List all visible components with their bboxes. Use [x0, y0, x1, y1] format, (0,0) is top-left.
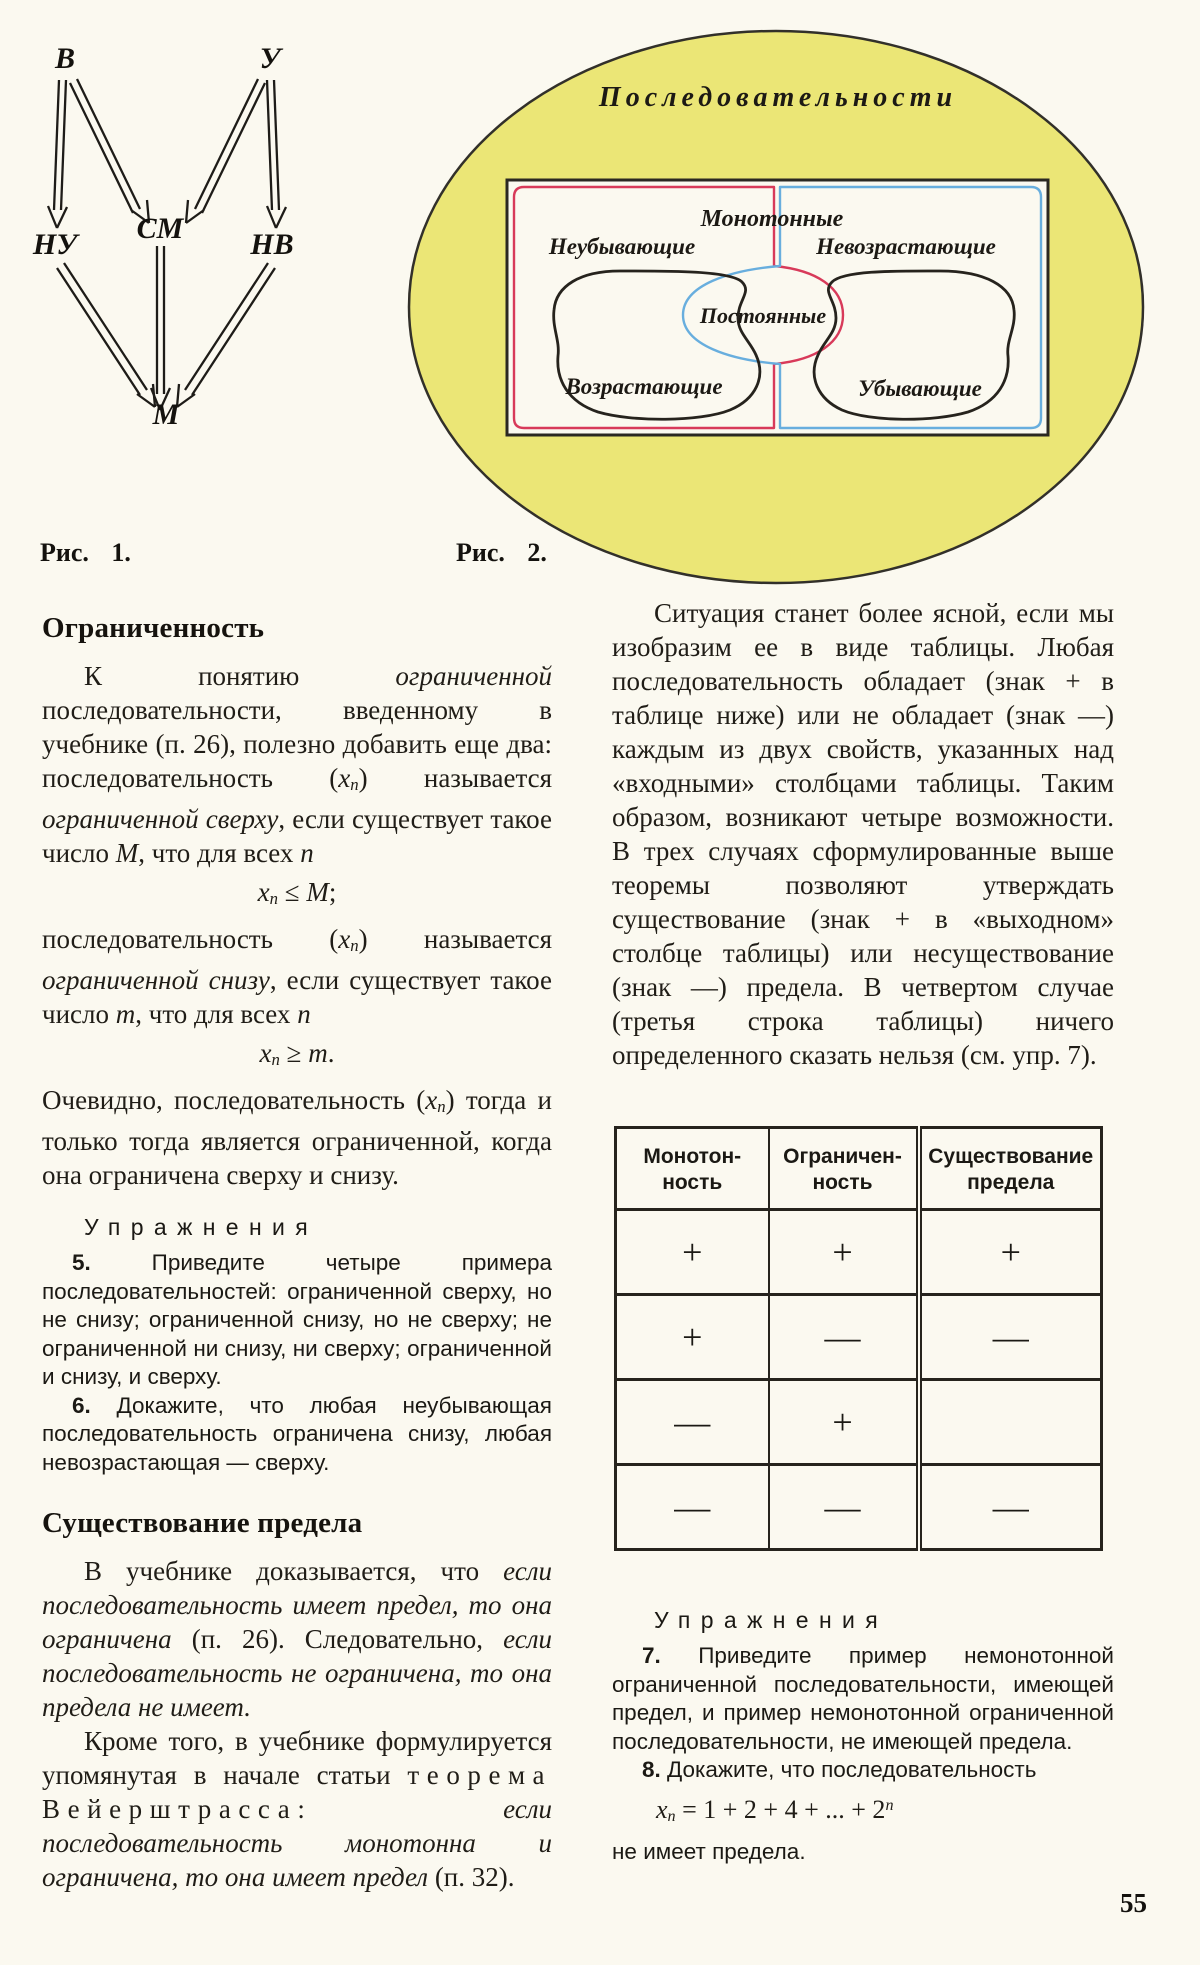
header-line: предела — [967, 1170, 1055, 1194]
formula-upper-bound: xn ≤ M; — [257, 877, 337, 908]
header-line: Ограничен- — [783, 1145, 902, 1168]
paragraph: Кроме того, в учебнике формулируется упомянутая в начале статьи теорема Вейерштрасса: если последовательность монотонна и ограничена, то она имеет предел (п. 32). — [42, 1726, 552, 1892]
fig1-node-v: В — [54, 42, 76, 75]
monotonicity-boundedness-limit-table — [614, 1126, 1103, 1551]
fig1-node-m: М — [152, 398, 180, 431]
label-constant: Постоянные — [699, 303, 827, 328]
figure-1-diagram — [28, 28, 343, 498]
header-line: Существование — [928, 1145, 1094, 1168]
table-cell: + — [769, 1210, 919, 1295]
exercises-heading: Упражнения — [84, 1214, 318, 1240]
exercises-heading: Упражнения — [654, 1607, 888, 1634]
table-cell: + — [919, 1210, 1102, 1295]
exercise-6: 6. Докажите, что любая неубывающая последовательность ограничена снизу, любая невозрастающая — сверху. — [42, 1392, 552, 1475]
label-monotone: Монотонные — [700, 206, 844, 232]
fig1-node-sm: СМ — [136, 212, 184, 245]
header-line: ность — [812, 1170, 873, 1194]
table-row — [616, 1380, 1102, 1465]
section-heading-boundedness: Ограниченность — [42, 612, 265, 644]
paragraph: В учебнике доказывается, что если последовательность имеет предел, то она ограничена (п. 26). Следовательно, если последовательность не ограничена, то она предела не имеет. — [42, 1556, 552, 1722]
table-cell: — — [919, 1465, 1102, 1550]
col-header-monotonicity — [616, 1128, 769, 1210]
table-row — [616, 1465, 1102, 1550]
header-line: ность — [662, 1170, 723, 1194]
paragraph: Ситуация станет более ясной, если мы изобразим ее в виде таблицы. Любая последовательность обладает (знак + в таблице ниже) или не обладает (знак —) каждым из двух свойств, указанных над «входными» столбцами таблицы. Таким образом, возникают четыре возможности. В трех случаях сформулированные выше теоремы позволяют утверждать существование (знак + в «выходном» столбце таблицы) или несуществование (знак —) предела. В четвертом случае (третья строка таблицы) ничего определенного сказать нельзя (см. упр. 7). — [612, 598, 1114, 1070]
table-cell: — — [616, 1380, 769, 1465]
exercise-7: 7. Приведите пример немонотонной ограниченной последовательности, имеющей предел, и пример немонотонной ограниченной последовательности, не имеющей предела. — [612, 1643, 1114, 1754]
formula-lower-bound: xn ≥ m. — [259, 1038, 335, 1069]
col-header-boundedness — [769, 1128, 919, 1210]
table-header-row — [616, 1128, 1102, 1210]
figure-2-diagram — [400, 28, 1160, 590]
left-column — [42, 612, 552, 1894]
paragraph: Очевидно, последовательность (xn) тогда и только тогда является ограниченной, когда она ограничена сверху и снизу. — [42, 1085, 552, 1190]
table-cell: — — [616, 1465, 769, 1550]
label-nonincreasing: Невозрастающие — [816, 234, 996, 259]
exercise-8-formula: xn = 1 + 2 + 4 + ... + $2^n$ — [656, 1794, 894, 1825]
section-heading-limit-existence: Существование предела — [42, 1507, 363, 1539]
table-row — [616, 1295, 1102, 1380]
table-row — [616, 1210, 1102, 1295]
figure-2-caption: Рис. 2. — [456, 538, 547, 567]
col-header-limit-existence — [919, 1128, 1102, 1210]
paragraph: К понятию ограниченной последовательности, введенному в учебнике (п. 26), полезно добавить еще два: последовательность (xn) называется ограниченной сверху, если существует такое число M, что для всех n — [42, 661, 553, 868]
table-cell: + — [616, 1295, 769, 1380]
page-number: 55 — [1120, 1888, 1147, 1918]
fig1-node-u: У — [259, 42, 281, 75]
exercise-5: 5. Приведите четыре примера последовательностей: ограниченной сверху, но не снизу; ограниченной снизу, но не сверху; не ограниченной ни снизу, ни сверху; ограниченной и снизу, и сверху. — [42, 1250, 552, 1389]
right-column — [612, 596, 1114, 1866]
table-cell: + — [769, 1380, 919, 1465]
table-cell: — — [769, 1465, 919, 1550]
fig1-node-nu: НУ — [32, 228, 78, 261]
header-line: Монотон- — [643, 1145, 742, 1168]
paragraph: последовательность (xn) называется ограниченной снизу, если существует такое число m, что для всех n — [42, 924, 553, 1029]
label-nondecreasing: Неубывающие — [548, 234, 696, 259]
exercise-8-intro: 8. Докажите, что последовательность — [642, 1757, 1037, 1783]
label-increasing: Возрастающие — [565, 374, 723, 399]
table-cell: + — [616, 1210, 769, 1295]
label-decreasing: Убывающие — [858, 376, 982, 401]
exercise-8-tail: не имеет предела. — [612, 1838, 806, 1864]
fig1-node-nv: НВ — [250, 228, 294, 261]
table-cell — [919, 1380, 1102, 1465]
table-cell: — — [769, 1295, 919, 1380]
figure-1-caption: Рис. 1. — [40, 538, 131, 567]
fig2-title: Последовательности — [598, 82, 958, 113]
table-cell: — — [919, 1295, 1102, 1380]
